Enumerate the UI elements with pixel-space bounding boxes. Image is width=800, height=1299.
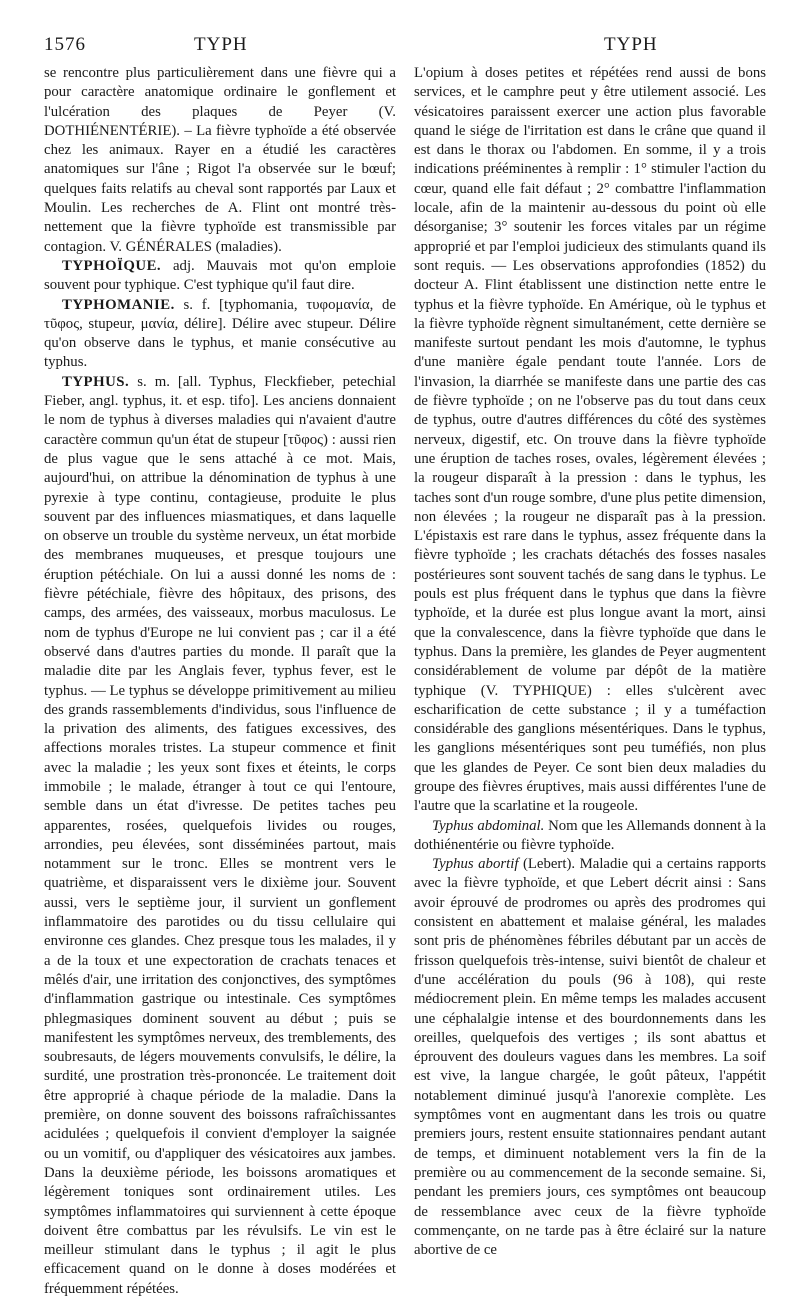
- dictionary-entry: [414, 855, 766, 1260]
- dictionary-entry: [414, 817, 766, 856]
- entry-text: s. f. [typhomania, τυφομανία, de τῦφος, stupeur, μανία, délire]. Délire avec stupeur. Délire qu'on observe dans le typhus, et manie consécutive au typhus.: [44, 296, 396, 371]
- entry-headword: TYPHOÏQUE.: [62, 257, 162, 274]
- paragraph-continuation: [44, 64, 396, 257]
- right-column: [414, 64, 766, 1260]
- dictionary-entry: [44, 257, 396, 296]
- page-header: [44, 34, 756, 60]
- paragraph-text: L'opium à doses petites et répétées rend aussi de bons services, et le camphre peut y être utilement associé. Les vésicatoires paraissent exercer une action plus favorable quand le siége de l'irritation est dans le crâne que quand il est dans le thorax ou l'abdomen. En somme, il y a trois indications prééminentes à remplir : 1° stimuler l'action du cœur, quand elle fait défaut ; 2° combattre l'inflammation locale, afin de la maintenir au-dessous du point où elle désorganise; 3° soutenir les forces vitales par un régime approprié et par l'emploi judicieux des stimulants quand ils sont requis. — Les observations approfondies (1852) du docteur A. Flint établissent une distinction nette entre le typhus et la fièvre typhoïde. En Amérique, où le typhus et la fièvre typhoïde règnent simultanément, cette dernière se manifeste surtout pendant les mois d'automne, le typhus d'une manière égale pendant toute l'année. Lors de l'invasion, la diarrhée se manifeste dans une partie des cas de fièvre typhoïde ; on ne l'observe pas du tout dans ceux de typhus, outre d'autres différences du côté des systèmes nerveux, digestif, etc. On trouve dans la fièvre typhoïde une éruption de taches roses, ovales, légèrement élevées ; la rougeur disparaît à la pression : dans le typhus, les taches sont d'un rouge sombre, d'une plus petite dimension, non élevées ; la rougeur ne disparaît pas à la pression. L'épistaxis est rare dans le typhus, assez fréquente dans la fièvre typhoïde ; les crachats détachés des fosses nasales postérieures sont souvent tachés de sang dans le typhus. Le pouls est plus fréquent dans le typhus que dans la fièvre typhoïde, et la durée est plus longue avant la mort, ainsi que la convalescence, dans la fièvre typhoïde que dans le typhus. Dans la première, les glandes de Peyer augmentent considérablement de volume par dépôt de la matière typhique (V. TYPHIQUE) : elles s'ulcèrent avec escharification de cette substance ; il y a tuméfaction considérable des ganglions mésentériques. Dans le typhus, les ganglions mésentériques sont peu tuméfiés, non plus que les glandes de Peyer. Ce sont bien deux maladies du groupe des fièvres éruptives, mais aussi différentes l'une de l'autre que la scarlatine et la rougeole.: [414, 65, 766, 815]
- entry-text: (Lebert). Maladie qui a certains rapports avec la fièvre typhoïde, et que Lebert décrit ainsi : Sans avoir éprouvé de prodromes ou après des prodromes qui consistent en abattement et malaise général, les malades sont pris de phénomènes fébriles débutant par un accès de frisson quelquefois très-intense, suivi bientôt de chaleur et d'une accélération du pouls (96 à 108), qui reste médiocrement plein. En même temps les malades accusent une céphalalgie intense et des bourdonnements dans les oreilles, quelquefois des vertiges ; ils sont abattus et éprouvent des douleurs vagues dans les membres. La soif est vive, la langue chargée, le goût pâteux, l'appétit notablement diminué jusqu'à l'anorexie complète. Les symptômes vont en augmentant dans les trois ou quatre premiers jours, restent ensuite stationnaires pendant autant de temps, et diminuent notablement vers la fin de la première ou au commencement de la seconde semaine. Si, pendant les premiers jours, ces symptômes ont beaucoup de ressemblance avec ceux de la fièvre typhoïde commençante, on ne tarde pas à être éclairé sur la nature abortive de ce: [414, 856, 767, 1259]
- paragraph-continuation: [414, 64, 766, 817]
- dictionary-entry: [44, 296, 396, 373]
- entry-text: s. m. [all. Typhus, Fleckfieber, petechial Fieber, angl. typhus, it. et esp. tifo]. Les anciens donnaient le nom de typhus à diverses maladies qui n'avaient d'autre caractère commun qu'un état de stupeur [τῦφος) : aussi rien de plus vague que le sens attaché à ce mot. Mais, aujourd'hui, on attribue la dénomination de typhus à une pyrexie à type continu, contagieuse, produite le plus souvent par des influences miasmatiques, et dans laquelle on observe un trouble du système nerveux, un état morbide des membranes muqueuses, et presque toujours une éruption pétéchiale. On lui a aussi donné les noms de : fièvre pétéchiale, fièvre des hôpitaux, des prisons, des camps, des armées, des vaisseaux, morbus maculosus. Le nom de typhus d'Europe ne lui convient pas ; car il a été observé dans d'autres parties du monde. Il paraît que la maladie dite par les Anglais fever, typhus fever, est le typhus. — Le typhus se développe primitivement au milieu des grands rassemblements d'individus, sous l'influence de la privation des aliments, des fatigues excessives, des affections morales tristes. La stupeur commence et finit avec la maladie ; les yeux sont fixes et éteints, le corps immobile ; le malade, étranger à tout ce qui l'entoure, semble dans un état d'ivresse. De petites taches peu apparentes, rosées, quelquefois livides ou rouges, arrondies, peu élevées, sont disséminées partout, mais notamment sur le tronc. Elles se montrent vers le quatrième, et disparaissent vers le dixième jour. Souvent aussi, vers le septième jour, il survient un gonflement inflammatoire des parotides ou du tissu cellulaire qui environne ces glandes. Chez presque tous les malades, il y a de la toux et une expectoration de crachats tenaces et mêlés d'air, une irritation des conjonctives, des symptômes d'inflammation gastrique ou intestinale. Ces symptômes phlegmasiques dominent souvent au début ; puis se manifestent les symptômes nerveux, des tremblements, des soubresauts, de légers mouvements convulsifs, le délire, la surdité, une prostration très-prononcée. Le traitement doit être approprié à chaque période de la maladie. Dans la première, on donne souvent des boissons rafraîchissantes acidulées ; quelquefois il convient d'employer la saignée ou un vomitif, ou d'appliquer des vésicatoires aux jambes. Dans la deuxième période, les boissons aromatiques et légèrement toniques sont ordinairement utiles. Les symptômes inflammatoires qui surviennent à cette époque doivent être combattus par les révulsifs. Le vin est le meilleur stimulant dans le typhus ; il agit le plus efficacement quand on le donne à doses modérées et fréquemment répétées.: [44, 373, 397, 1297]
- entry-text: Nom que les Allemands donnent à la dothiénentérie ou fièvre typhoïde.: [414, 817, 766, 853]
- left-column: [44, 64, 396, 1299]
- page-number: 1576: [44, 34, 86, 55]
- paragraph-text: se rencontre plus particulièrement dans une fièvre qui a pour caractère anatomique ordinaire le gonflement et l'ulcération des plaques de Peyer (V. DOTHIÉNENTÉRIE). – La fièvre typhoïde a été observée chez les animaux. Rayer en a étudié les caractères anatomiques sur l'âne ; Rigot l'a observée sur le bœuf; quelques faits relatifs au cheval sont rapportés par Laux et Moulin. Les recherches de A. Flint ont montré très-nettement que la fièvre typhoïde est transmissible par contagion. V. GÉNÉRALES (maladies).: [44, 65, 396, 255]
- dictionary-entry: [44, 373, 396, 1299]
- entry-headword: Typhus abortif: [432, 856, 519, 873]
- entry-headword: Typhus abdominal.: [432, 817, 545, 834]
- entry-text: adj. Mauvais mot qu'on emploie souvent pour typhique. C'est typhique qu'il faut dire.: [44, 257, 396, 294]
- entry-headword: TYPHUS.: [62, 373, 130, 390]
- entry-headword: TYPHOMANIE.: [62, 296, 175, 313]
- running-head-left: TYPH: [194, 34, 248, 55]
- running-head-right: TYPH: [604, 34, 658, 55]
